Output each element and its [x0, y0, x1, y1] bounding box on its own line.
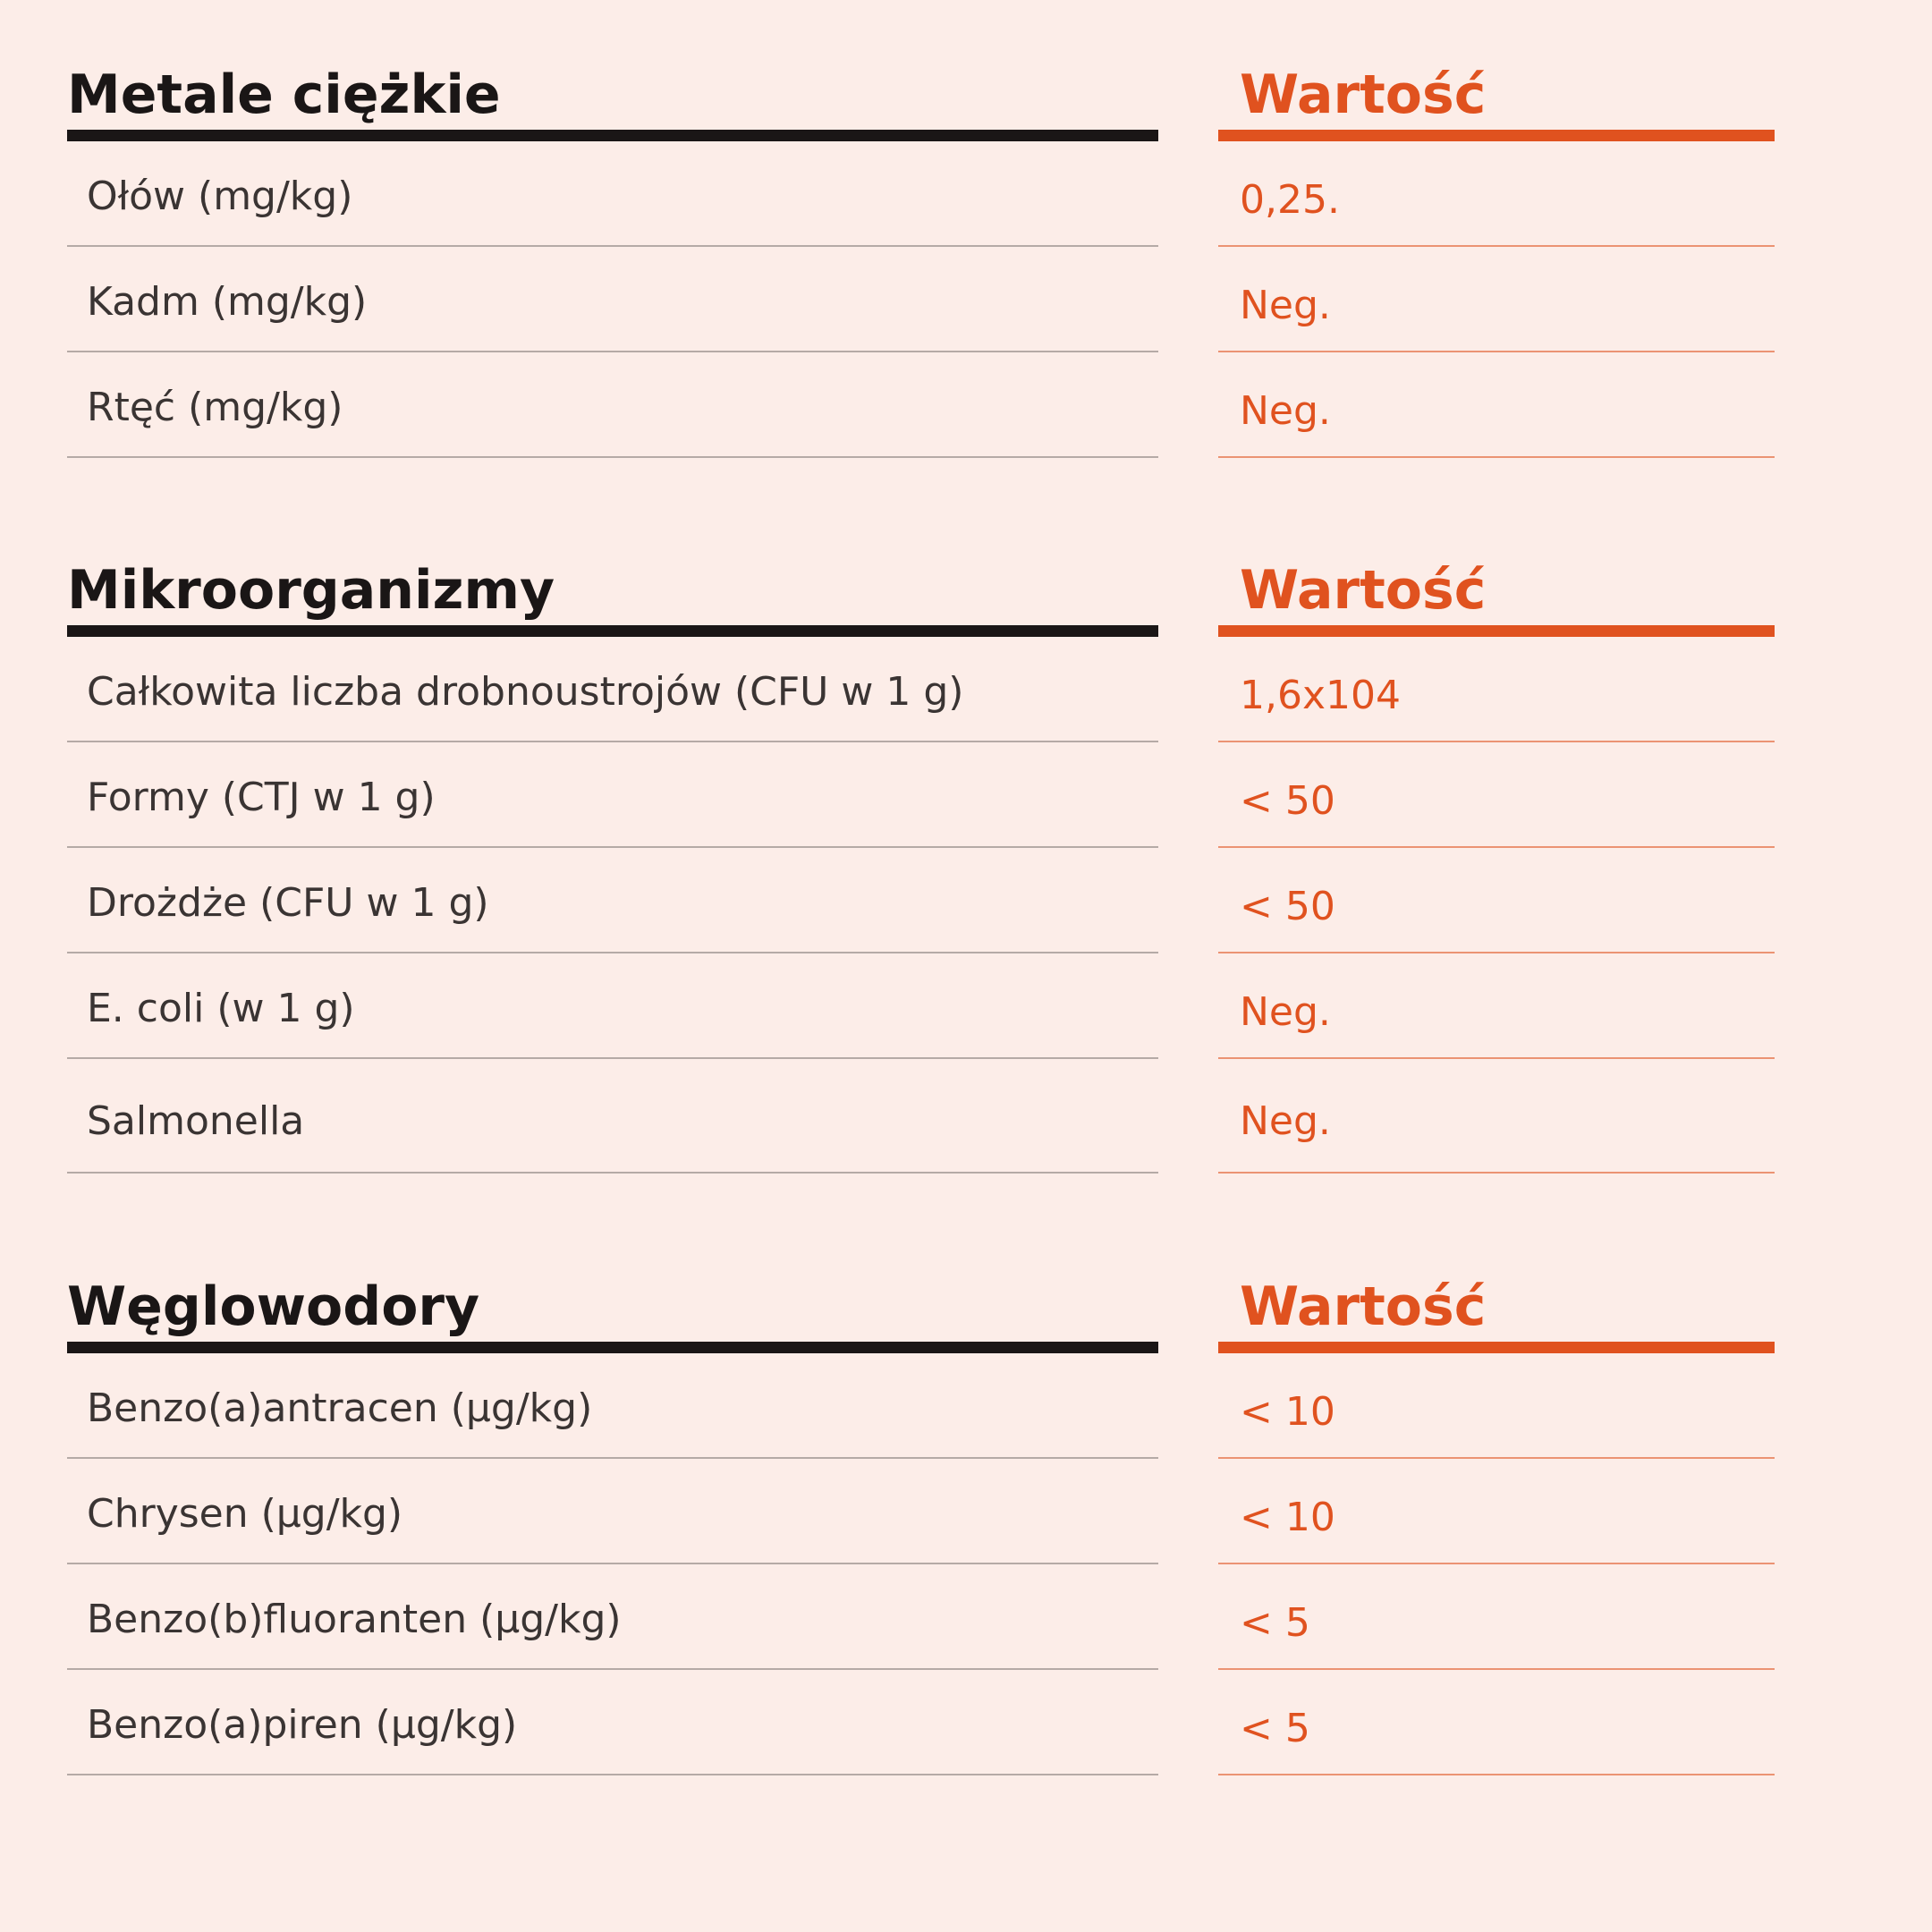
table-row — [67, 352, 1158, 458]
parameter-value: < 50 — [1240, 778, 1335, 824]
table-row — [67, 1059, 1158, 1174]
section-title: Mikroorganizmy — [67, 559, 555, 622]
parameter-value: < 5 — [1240, 1600, 1310, 1646]
parameter-column — [67, 14, 1158, 458]
parameter-label: Salmonella — [87, 1098, 305, 1144]
table-row — [1218, 1670, 1775, 1775]
table-row — [67, 1353, 1158, 1459]
heading-divider — [67, 1342, 1158, 1353]
section-title: Metale ciężkie — [67, 64, 501, 126]
table-row — [1218, 742, 1775, 848]
table-row — [67, 848, 1158, 953]
value-heading — [1218, 14, 1775, 141]
parameter-label: Benzo(a)piren (μg/kg) — [87, 1702, 518, 1748]
parameter-value: 0,25. — [1240, 177, 1340, 223]
parameter-column — [67, 1226, 1158, 1775]
parameter-value: Neg. — [1240, 989, 1331, 1035]
section-heading — [67, 1226, 1158, 1353]
parameter-label: Ołów (mg/kg) — [87, 174, 353, 219]
parameter-label: Benzo(a)antracen (μg/kg) — [87, 1385, 593, 1431]
heading-divider — [1218, 1342, 1775, 1353]
parameter-value: 1,6x104 — [1240, 673, 1401, 718]
table-row — [1218, 247, 1775, 352]
parameter-column — [67, 510, 1158, 1174]
parameter-label: Chrysen (μg/kg) — [87, 1491, 403, 1537]
value-column-title: Wartość — [1240, 1275, 1487, 1338]
heading-divider — [67, 130, 1158, 141]
parameter-label: Całkowita liczba drobnoustrojów (CFU w 1 g) — [87, 669, 964, 715]
value-heading — [1218, 1226, 1775, 1353]
table-row — [67, 1459, 1158, 1564]
parameter-value: < 10 — [1240, 1389, 1335, 1435]
heading-divider — [1218, 625, 1775, 637]
table-row — [1218, 953, 1775, 1059]
value-heading — [1218, 510, 1775, 637]
parameter-label: Kadm (mg/kg) — [87, 279, 368, 325]
table-row — [1218, 352, 1775, 458]
table-row — [1218, 1459, 1775, 1564]
parameter-label: Drożdże (CFU w 1 g) — [87, 880, 489, 926]
parameter-value: Neg. — [1240, 1098, 1331, 1144]
table-row — [67, 1670, 1158, 1775]
table-row — [1218, 848, 1775, 953]
parameter-label: Benzo(b)fluoranten (μg/kg) — [87, 1597, 622, 1642]
table-row — [67, 637, 1158, 742]
value-column — [1218, 14, 1775, 458]
heading-divider — [67, 625, 1158, 637]
table-row — [1218, 1353, 1775, 1459]
value-column — [1218, 1226, 1775, 1775]
table-row — [67, 247, 1158, 352]
section-heading — [67, 510, 1158, 637]
parameter-label: Rtęć (mg/kg) — [87, 385, 343, 430]
value-column-title: Wartość — [1240, 64, 1487, 126]
table-row — [67, 141, 1158, 247]
parameter-value: Neg. — [1240, 283, 1331, 328]
parameter-value: < 50 — [1240, 884, 1335, 929]
parameter-value: < 10 — [1240, 1495, 1335, 1540]
parameter-label: Formy (CTJ w 1 g) — [87, 775, 436, 820]
table-row — [1218, 1564, 1775, 1670]
value-column — [1218, 510, 1775, 1174]
parameter-value: < 5 — [1240, 1706, 1310, 1751]
table-row — [1218, 1059, 1775, 1174]
heading-divider — [1218, 130, 1775, 141]
section-title: Węglowodory — [67, 1275, 480, 1338]
value-column-title: Wartość — [1240, 559, 1487, 622]
parameter-value: Neg. — [1240, 388, 1331, 434]
table-row — [67, 1564, 1158, 1670]
table-row — [67, 742, 1158, 848]
table-row — [67, 953, 1158, 1059]
section-heading — [67, 14, 1158, 141]
table-row — [1218, 637, 1775, 742]
parameter-label: E. coli (w 1 g) — [87, 986, 355, 1031]
table-row — [1218, 141, 1775, 247]
